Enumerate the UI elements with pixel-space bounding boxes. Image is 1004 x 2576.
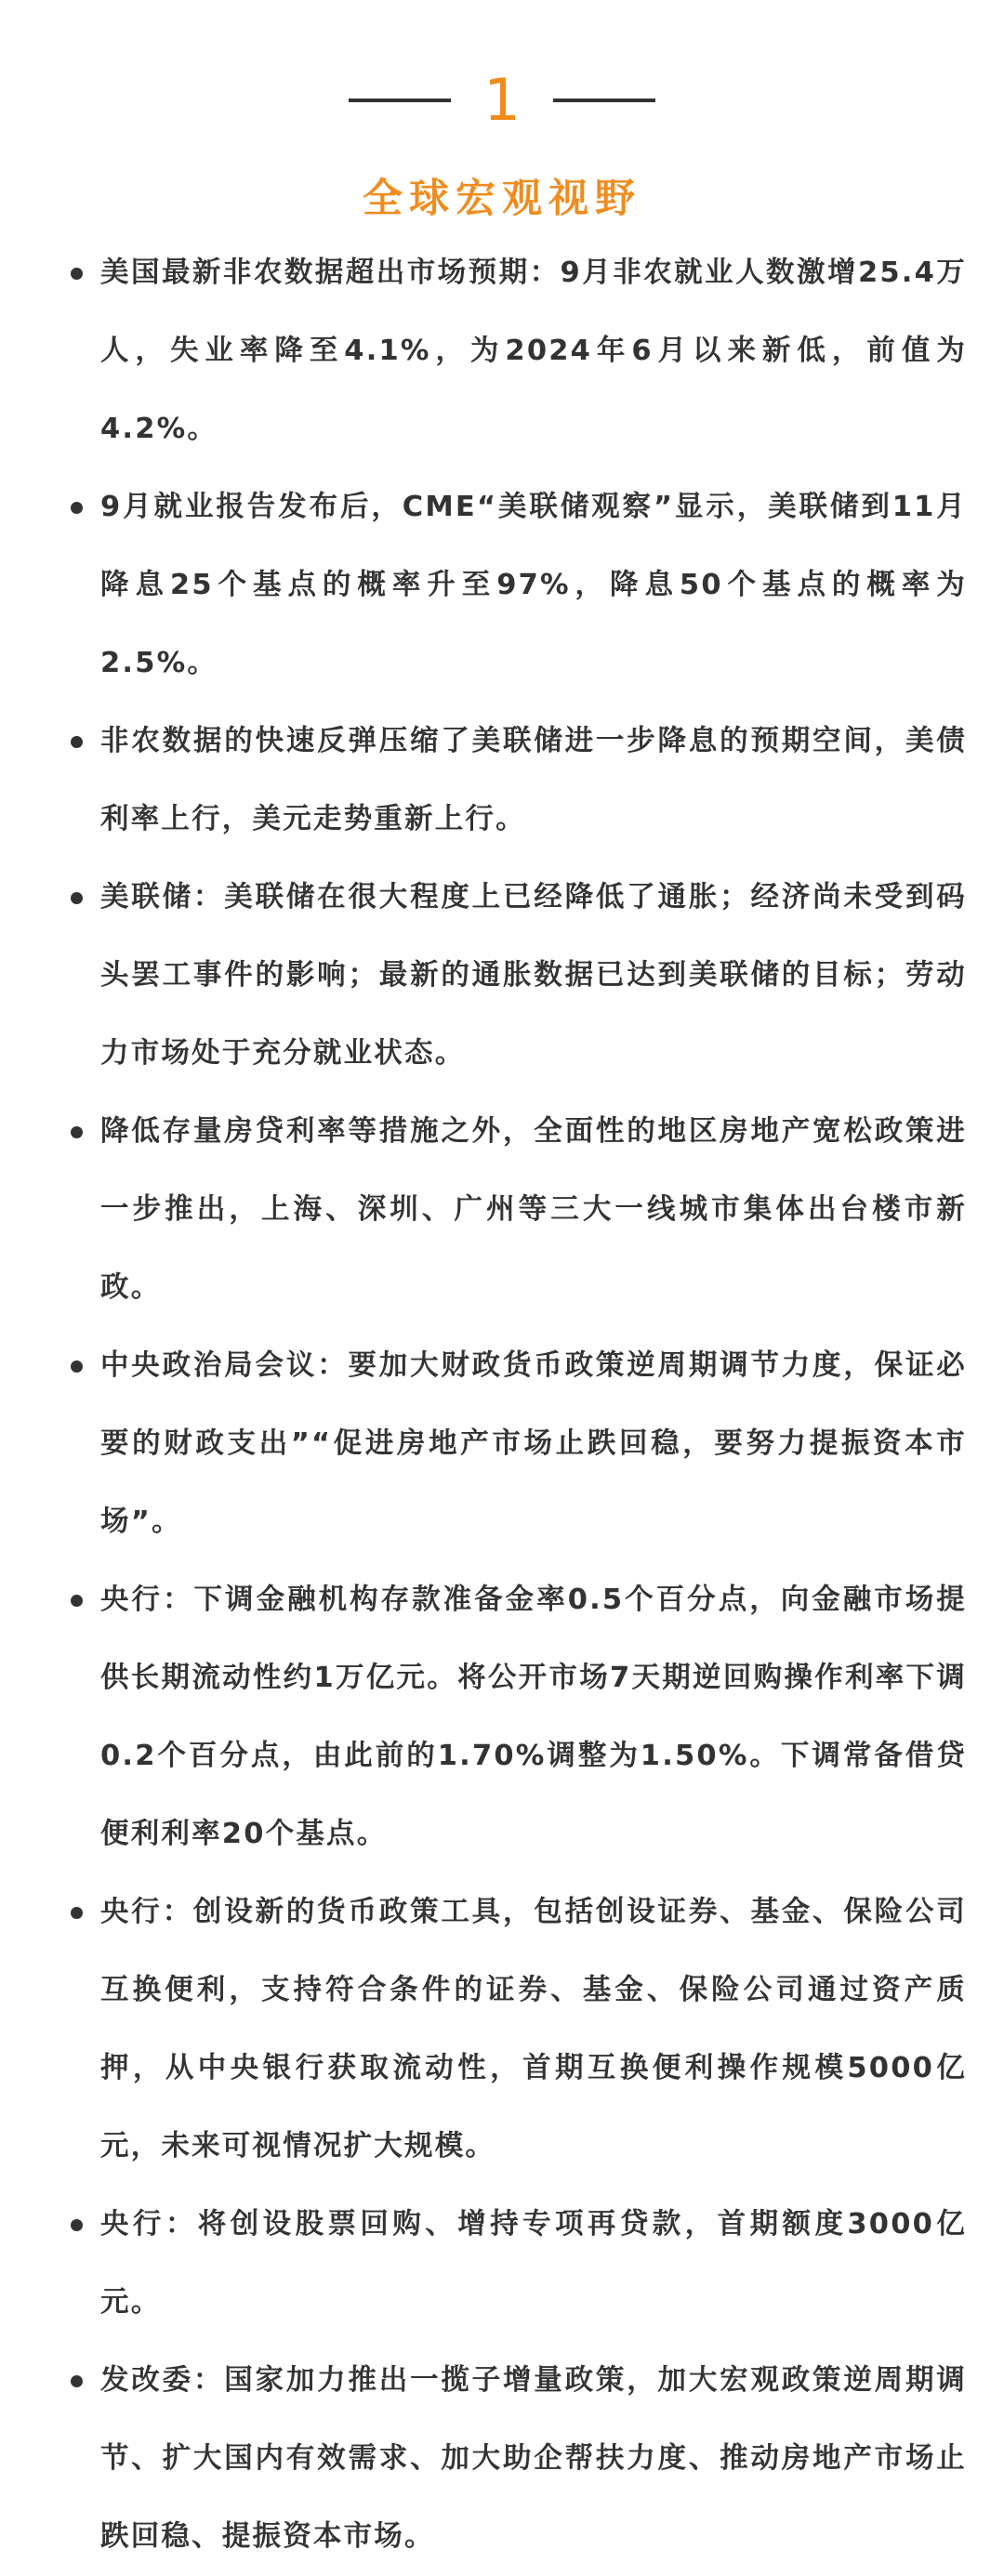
section-number-row bbox=[0, 63, 1004, 138]
list-item bbox=[100, 1873, 967, 2186]
bullet-dot bbox=[71, 1126, 83, 1138]
bullet-dot bbox=[71, 1595, 83, 1607]
list-item bbox=[100, 2186, 967, 2342]
list-item bbox=[100, 859, 967, 1093]
bullet-text: 央行：将创设股票回购、增持专项再贷款，首期额度3000亿元。 bbox=[100, 2208, 967, 2319]
bullet-text: 央行：创设新的货币政策工具，包括创设证券、基金、保险公司互换便利，支持符合条件的证券、基金、保险公司通过资产质押，从中央银行获取流动性，首期互换便利操作规模5000亿元，未来可视情况扩大规模。 bbox=[100, 1896, 967, 2162]
bullet-dot bbox=[71, 502, 83, 514]
bullet-dot bbox=[71, 736, 83, 748]
left-rule bbox=[349, 99, 451, 102]
right-rule bbox=[553, 99, 655, 102]
list-item bbox=[100, 703, 967, 859]
section-title: 全球宏观视野 bbox=[363, 176, 641, 222]
bullet-text: 美联储：美联储在很大程度上已经降低了通胀；经济尚未受到码头罢工事件的影响；最新的通胀数据已达到美联储的目标；劳动力市场处于充分就业状态。 bbox=[100, 881, 967, 1070]
bullet-dot bbox=[71, 892, 83, 904]
bullet-list bbox=[0, 234, 1004, 2576]
list-item bbox=[100, 2342, 967, 2576]
bullet-dot bbox=[71, 268, 83, 280]
bullet-text: 中央政治局会议：要加大财政货币政策逆周期调节力度，保证必要的财政支出”“促进房地产市场止跌回稳，要努力提振资本市场”。 bbox=[100, 1349, 967, 1538]
bullet-dot bbox=[71, 1907, 83, 1919]
list-item bbox=[100, 1561, 967, 1873]
bullet-text: 央行：下调金融机构存款准备金率0.5个百分点，向金融市场提供长期流动性约1万亿元。将公开市场7天期逆回购操作利率下调0.2个百分点，由此前的1.70%调整为1.50%。下调常备借贷便利利率20个基点。 bbox=[100, 1584, 967, 1850]
list-item bbox=[100, 234, 967, 468]
bullet-dot bbox=[71, 1360, 83, 1373]
bullet-text: 非农数据的快速反弹压缩了美联储进一步降息的预期空间，美债利率上行，美元走势重新上行。 bbox=[100, 725, 967, 835]
bullet-text: 降低存量房贷利率等措施之外，全面性的地区房地产宽松政策进一步推出，上海、深圳、广州等三大一线城市集体出台楼市新政。 bbox=[100, 1115, 967, 1304]
list-item bbox=[100, 468, 967, 703]
bullet-dot bbox=[71, 2375, 83, 2387]
bullet-text: 美国最新非农数据超出市场预期：9月非农就业人数激增25.4万人，失业率降至4.1%，为2024年6月以来新低，前值为4.2%。 bbox=[100, 256, 967, 445]
list-item bbox=[100, 1093, 967, 1327]
bullet-text: 发改委：国家加力推出一揽子增量政策，加大宏观政策逆周期调节、扩大国内有效需求、加大助企帮扶力度、推动房地产市场止跌回稳、提振资本市场。 bbox=[100, 2364, 967, 2553]
section-header bbox=[0, 0, 1004, 251]
section-number: 1 bbox=[483, 66, 521, 134]
bullet-text: 9月就业报告发布后，CME“美联储观察”显示，美联储到11月降息25个基点的概率升至97%，降息50个基点的概率为2.5%。 bbox=[100, 491, 967, 679]
list-item bbox=[100, 1327, 967, 1561]
bullet-dot bbox=[71, 2219, 83, 2231]
bullet-list-wrapper bbox=[0, 234, 1004, 2576]
